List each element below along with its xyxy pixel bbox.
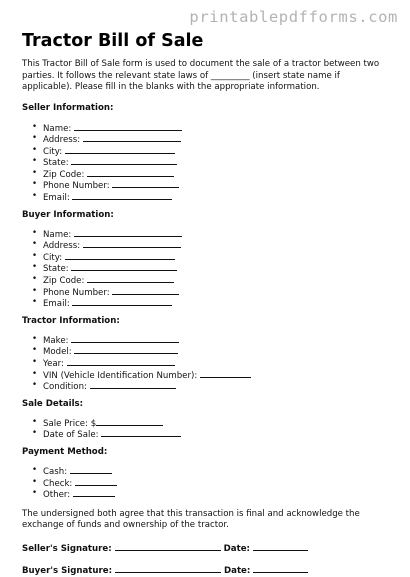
payment-other-field[interactable]: • Other: [32,489,392,501]
buyer-state-field[interactable]: • State: [32,263,392,275]
tractor-vin-field[interactable]: • VIN (Vehicle Identification Number): [32,370,392,382]
tractor-year-field[interactable]: • Year: [32,358,392,370]
seller-city-field[interactable]: • City: [32,146,392,158]
buyer-address-blank[interactable] [83,240,181,248]
seller-name-field[interactable]: • Name: [32,123,392,135]
buyer-name-field[interactable]: • Name: [32,229,392,241]
seller-phone-blank[interactable] [112,180,179,188]
buyer-date-label: Date: [224,565,251,576]
buyer-field-list [22,229,392,310]
seller-name-blank[interactable] [74,123,182,131]
sale-section-heading: Sale Details: [22,398,84,409]
seller-signature-blank[interactable] [115,542,221,551]
seller-signature-row [22,542,392,555]
payment-cash-field[interactable]: • Cash: [32,466,392,478]
buyer-phone-blank[interactable] [112,287,179,295]
seller-field-list [22,123,392,204]
buyer-signature-row [22,564,392,577]
buyer-phone-field[interactable]: • Phone Number: [32,287,392,299]
payment-check-field[interactable]: • Check: [32,478,392,490]
tractor-condition-field[interactable]: • Condition: [32,381,392,393]
buyer-signature-blank[interactable] [115,564,221,573]
form-title: Tractor Bill of Sale [22,31,204,51]
buyer-city-blank[interactable] [65,252,175,260]
sale-field-list [22,418,392,441]
buyer-signature-label: Buyer's Signature: [22,565,113,576]
payment-other-blank[interactable] [73,489,115,497]
tractor-make-blank[interactable] [71,335,179,343]
intro-paragraph: This Tractor Bill of Sale form is used to document the sale of a tractor between two parties. It follows the relevant state laws of _________ (insert state name if applicable). Please fill in the blanks with the appropriate information. [22,59,380,92]
seller-phone-field[interactable]: • Phone Number: [32,180,392,192]
seller-date-blank[interactable] [253,542,308,551]
buyer-date-blank[interactable] [253,564,308,573]
seller-state-blank[interactable] [71,157,177,165]
buyer-zip-field[interactable]: • Zip Code: [32,275,392,287]
form-page [22,30,392,577]
buyer-address-field[interactable]: • Address: [32,240,392,252]
buyer-name-blank[interactable] [74,229,182,237]
sale-price-blank[interactable] [96,418,163,426]
seller-date-label: Date: [223,543,250,554]
tractor-section-heading: Tractor Information: [22,315,120,326]
tractor-vin-blank[interactable] [200,370,251,378]
buyer-email-field[interactable]: • Email: [32,298,392,310]
seller-email-blank[interactable] [72,192,172,200]
seller-zip-field[interactable]: • Zip Code: [32,169,392,181]
watermark: printablepdfforms.com [189,8,398,26]
payment-section-heading: Payment Method: [22,446,108,457]
buyer-state-blank[interactable] [71,263,177,271]
tractor-model-blank[interactable] [74,346,178,354]
tractor-make-field[interactable]: • Make: [32,335,392,347]
seller-zip-blank[interactable] [87,169,174,177]
tractor-model-field[interactable]: • Model: [32,346,392,358]
seller-email-field[interactable]: • Email: [32,192,392,204]
seller-address-field[interactable]: • Address: [32,134,392,146]
seller-address-blank[interactable] [83,134,181,142]
payment-cash-blank[interactable] [70,466,112,474]
payment-check-blank[interactable] [75,478,117,486]
closing-paragraph: The undersigned both agree that this transaction is final and acknowledge the exchange of funds and ownership of the tractor. [22,508,360,531]
tractor-condition-blank[interactable] [90,381,176,389]
buyer-city-field[interactable]: • City: [32,252,392,264]
seller-section-heading: Seller Information: [22,102,114,113]
tractor-field-list [22,335,392,393]
seller-signature-label: Seller's Signature: [22,543,112,554]
seller-city-blank[interactable] [65,146,175,154]
buyer-zip-blank[interactable] [87,275,174,283]
tractor-year-blank[interactable] [67,358,175,366]
buyer-email-blank[interactable] [72,298,172,306]
payment-field-list [22,466,392,501]
sale-date-blank[interactable] [101,429,181,437]
buyer-section-heading: Buyer Information: [22,209,114,220]
sale-date-field[interactable]: • Date of Sale: [32,429,392,441]
seller-state-field[interactable]: • State: [32,157,392,169]
sale-price-field[interactable]: • Sale Price: $ [32,418,392,430]
